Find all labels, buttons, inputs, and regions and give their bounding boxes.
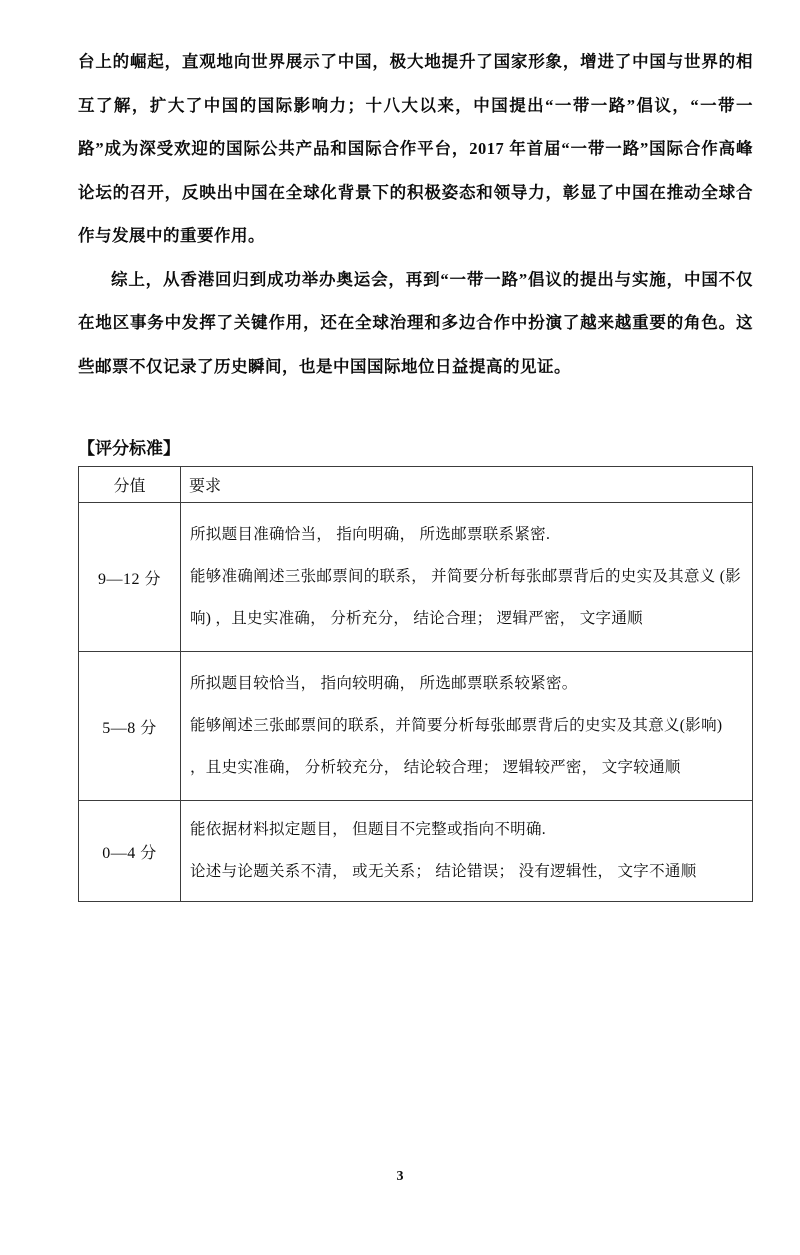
- table-row-0-4: [79, 801, 753, 902]
- requirement-text: 能依据材料拟定题目， 但题目不完整或指向不明确.: [190, 821, 546, 838]
- table-header-row: [79, 467, 753, 503]
- requirement-text: 所拟题目准确恰当， 指向明确， 所选邮票联系紧密.: [190, 526, 551, 543]
- requirements-cell-0-4: [181, 801, 753, 902]
- table-row-9-12: [79, 503, 753, 652]
- score-cell-0-4: 0—4 分: [79, 801, 181, 902]
- body-text: [78, 40, 753, 388]
- page-number: 3: [396, 1169, 404, 1184]
- score-cell-5-8: 5—8 分: [79, 652, 181, 801]
- requirements-cell-5-8: [181, 652, 753, 801]
- page-content: [78, 40, 753, 902]
- table-row-5-8: [79, 652, 753, 801]
- requirement-text: 所拟题目较恰当， 指向较明确， 所选邮票联系较紧密。: [190, 675, 578, 692]
- scoring-rubric-table: [78, 466, 753, 902]
- paragraph-1: 台上的崛起，直观地向世界展示了中国，极大地提升了国家形象，增进了中国与世界的相互了解，扩大了中国的国际影响力；十八大以来，中国提出“一带一路”倡议，“一带一路”成为深受欢迎的国际公共产品和国际合作平台，2017 年首届“一带一路”国际合作高峰论坛的召开，反映出中国在全球化背景下的积极姿态和领导力，彰显了中国在推动全球合作与发展中的重要作用。: [78, 52, 753, 245]
- table-header-score: 分值: [79, 467, 181, 503]
- requirement-text: 论述与论题关系不清， 或无关系； 结论错误； 没有逻辑性， 文字不通顺: [190, 863, 697, 880]
- requirement-text: 能够阐述三张邮票间的联系，并简要分析每张邮票背后的史实及其意义(影响) ，且史实准确， 分析较充分， 结论较合理； 逻辑较严密， 文字较通顺: [190, 717, 723, 776]
- paragraph-2: 综上，从香港回归到成功举办奥运会，再到“一带一路”倡议的提出与实施，中国不仅在地区事务中发挥了关键作用，还在全球治理和多边合作中扮演了越来越重要的角色。这些邮票不仅记录了历史瞬间，也是中国国际地位日益提高的见证。: [78, 269, 753, 376]
- score-cell-9-12: 9—12 分: [79, 503, 181, 652]
- requirements-cell-9-12: [181, 503, 753, 652]
- section-title-scoring-standards: 【评分标准】: [78, 439, 180, 458]
- requirement-text: 能够准确阐述三张邮票间的联系， 并简要分析每张邮票背后的史实及其意义 (影响) ，且史实准确， 分析充分， 结论合理； 逻辑严密， 文字通顺: [190, 568, 742, 627]
- table-header-requirements: 要求: [181, 467, 753, 503]
